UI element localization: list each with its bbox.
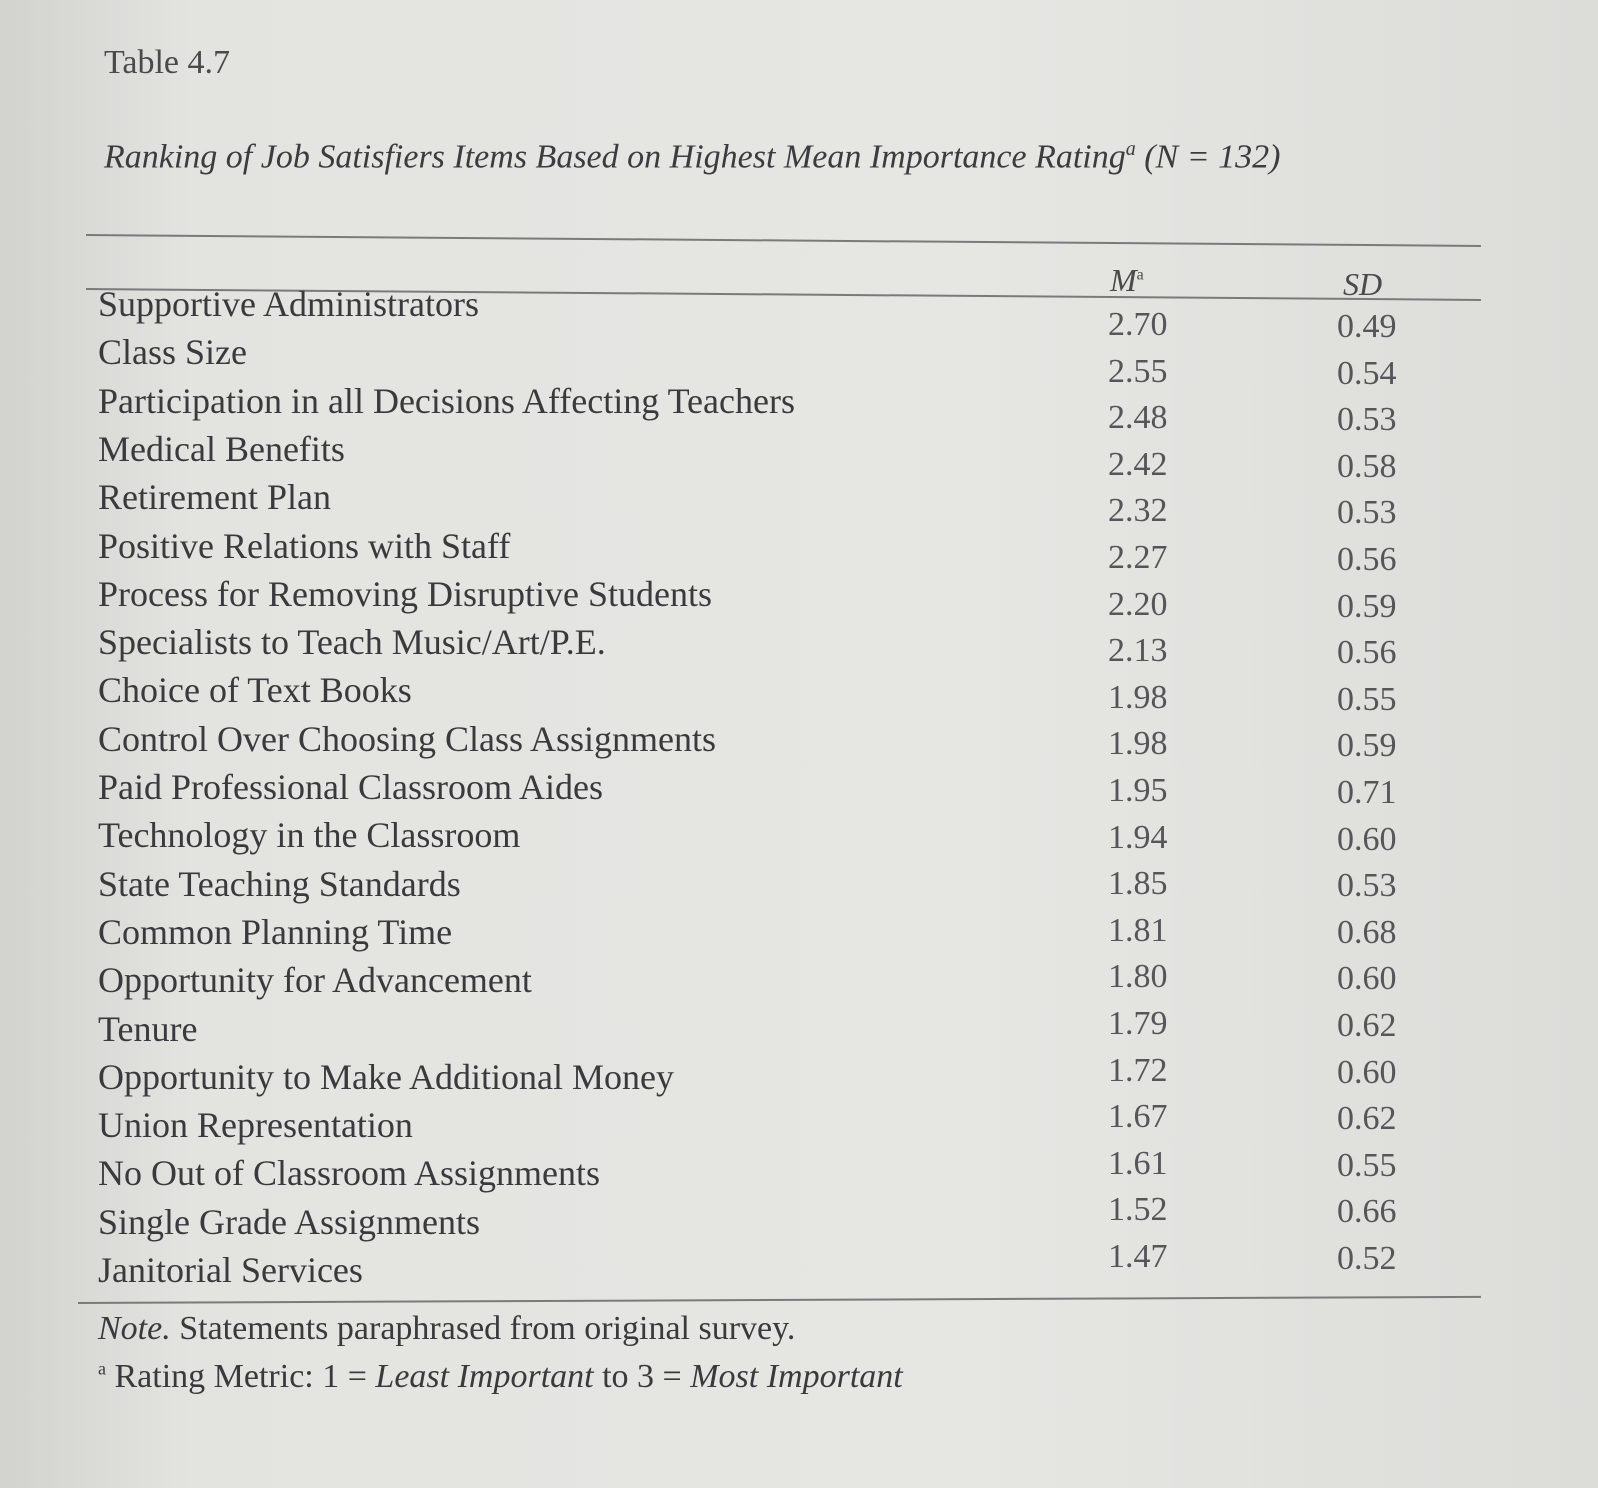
table-row-item: Specialists to Teach Music/Art/P.E. [98, 622, 606, 663]
table-row-sd: 0.66 [1337, 1193, 1397, 1231]
table-row-mean: 1.79 [1108, 1005, 1168, 1042]
table-row-sd: 0.62 [1337, 1100, 1397, 1138]
table-row-item: Class Size [98, 332, 247, 373]
table-row-sd: 0.59 [1337, 727, 1397, 765]
table-row-mean: 1.47 [1108, 1238, 1168, 1275]
table-row-mean: 1.80 [1108, 958, 1168, 996]
table-row-mean: 2.55 [1108, 352, 1168, 390]
table-row-item: Opportunity to Make Additional Money [98, 1056, 674, 1097]
table-note [98, 1310, 795, 1348]
table-row-sd: 0.60 [1337, 820, 1397, 858]
table-row-sd: 0.53 [1337, 867, 1397, 905]
table-row-mean: 1.85 [1108, 865, 1168, 903]
table-row-mean: 2.48 [1108, 399, 1168, 437]
table-row-mean: 1.98 [1108, 678, 1168, 716]
table-row-item: Tenure [98, 1008, 198, 1049]
table-row-sd: 0.53 [1337, 401, 1397, 439]
table-row-item: Medical Benefits [98, 428, 345, 469]
table-row-mean: 1.94 [1108, 818, 1168, 856]
table-row-item: Single Grade Assignments [98, 1201, 480, 1242]
table-row-item: Technology in the Classroom [98, 815, 521, 856]
note-text: Statements paraphrased from original survey. [179, 1310, 796, 1347]
table-row-mean: 2.27 [1108, 539, 1168, 576]
table-row-item: State Teaching Standards [98, 863, 461, 904]
table-row-sd: 0.59 [1337, 587, 1397, 625]
table-row-mean: 2.70 [1108, 306, 1168, 343]
table-row-item: Retirement Plan [98, 477, 331, 518]
table-row-sd: 0.56 [1337, 541, 1397, 578]
caption-marker: a [1125, 138, 1136, 160]
table-row-item: Common Planning Time [98, 911, 453, 952]
note-label: Note. [98, 1310, 171, 1347]
table-row-sd: 0.53 [1337, 494, 1397, 532]
table-row-mean: 1.61 [1108, 1144, 1168, 1182]
table-row-mean: 2.20 [1108, 585, 1168, 623]
table-row-sd: 0.71 [1337, 774, 1397, 811]
table-row-sd: 0.60 [1337, 960, 1397, 998]
table-row-sd: 0.68 [1337, 913, 1397, 951]
top-rule [86, 234, 1481, 247]
table-row-mean: 1.72 [1108, 1051, 1168, 1089]
table-row-mean: 1.81 [1108, 911, 1168, 949]
table-row-sd: 0.56 [1337, 634, 1397, 672]
table-row-sd: 0.58 [1337, 447, 1397, 485]
bottom-rule [78, 1296, 1481, 1304]
table-row-sd: 0.52 [1337, 1240, 1397, 1277]
table-row-mean: 2.42 [1108, 445, 1168, 483]
table-row-mean: 2.32 [1108, 492, 1168, 530]
table-row-item: Positive Relations with Staff [98, 525, 511, 566]
table-number: Table 4.7 [104, 44, 231, 81]
table-row-mean: 2.13 [1108, 632, 1168, 670]
column-header-mean: $M^a$ [1110, 262, 1144, 298]
table-row-mean: 1.52 [1108, 1191, 1168, 1229]
table-row-item: Opportunity for Advancement [98, 960, 532, 1001]
table-row-item: Choice of Text Books [98, 670, 412, 711]
table-row-item: Janitorial Services [98, 1250, 363, 1290]
table-row-sd: 0.49 [1337, 308, 1397, 345]
table-row-sd: 0.55 [1337, 1146, 1397, 1184]
footnote-marker: a [98, 1358, 106, 1379]
table-row-item: No Out of Classroom Assignments [98, 1153, 601, 1194]
table-row-sd: 0.55 [1337, 680, 1397, 718]
table-row-item: Paid Professional Classroom Aides [98, 767, 603, 807]
table-row-item: Control Over Choosing Class Assignments [98, 718, 717, 759]
table-row-item: Participation in all Decisions Affecting Teachers [98, 380, 795, 421]
table-row-item: Supportive Administrators [98, 284, 479, 324]
table-row-mean: 1.98 [1108, 725, 1168, 763]
table-row-item: Process for Removing Disruptive Students [98, 573, 712, 614]
table-row-mean: 1.67 [1108, 1098, 1168, 1136]
table-row-sd: 0.62 [1337, 1007, 1397, 1044]
caption-text: Ranking of Job Satisfiers Items Based on Highest Mean Importance Rating [104, 138, 1126, 176]
table-row-sd: 0.54 [1337, 354, 1397, 392]
column-header-sd: SD [1343, 266, 1383, 302]
table-row-mean: 1.95 [1108, 772, 1168, 809]
caption-n: (N = 132) [1144, 138, 1281, 176]
table-row-sd: 0.60 [1337, 1053, 1397, 1091]
table-footnote: $^a$ Rating Metric: 1 = Least Important to 3 = Most Important [98, 1358, 903, 1395]
table-caption [104, 138, 1281, 176]
table-row-item: Union Representation [98, 1105, 413, 1146]
